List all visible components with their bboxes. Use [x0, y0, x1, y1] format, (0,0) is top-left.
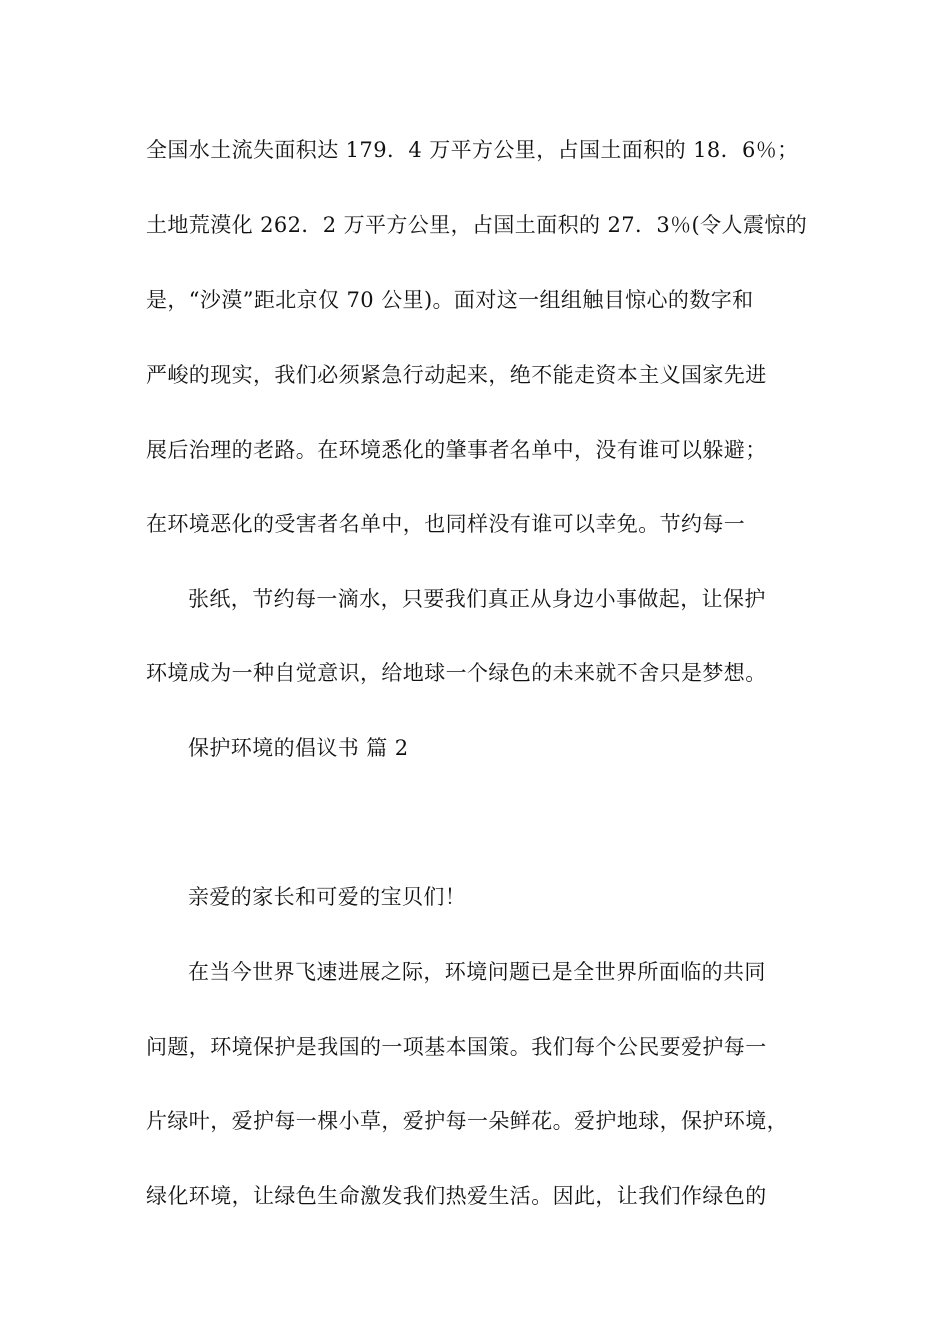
- section-heading: 保护环境的倡议书 篇 2: [188, 736, 409, 760]
- paragraph-line-6: 在环境恶化的受害者名单中，也同样没有谁可以幸免。节约每一: [146, 512, 746, 536]
- paragraph-line-11: 片绿叶，爱护每一棵小草，爱护每一朵鲜花。爱护地球，保护环境，: [146, 1109, 788, 1133]
- paragraph-line-9: 在当今世界飞速进展之际，环境问题已是全世界所面临的共同: [188, 960, 766, 984]
- paragraph-line-10: 问题，环境保护是我国的一项基本国策。我们每个公民要爱护每一: [146, 1035, 767, 1059]
- paragraph-line-7: 张纸，节约每一滴水，只要我们真正从身边小事做起，让保护: [188, 587, 766, 611]
- paragraph-line-12: 绿化环境，让绿色生命激发我们热爱生活。因此，让我们作绿色的: [146, 1184, 767, 1208]
- paragraph-line-8: 环境成为一种自觉意识，给地球一个绿色的未来就不舍只是梦想。: [146, 661, 767, 685]
- paragraph-line-3: 是，“沙漠”距北京仅 70 公里)。面对这一组组触目惊心的数字和: [146, 288, 754, 312]
- paragraph-line-4: 严峻的现实，我们必须紧急行动起来，绝不能走资本主义国家先进: [146, 363, 767, 387]
- paragraph-line-2: 土地荒漠化 262．2 万平方公里，占国土面积的 27．3％(令人震惊的: [146, 213, 808, 237]
- salutation-line: 亲爱的家长和可爱的宝贝们！: [188, 885, 467, 909]
- paragraph-line-1: 全国水土流失面积达 179．4 万平方公里，占国土面积的 18．6％；: [146, 138, 799, 162]
- paragraph-line-5: 展后治理的老路。在环境悉化的肇事者名单中，没有谁可以躲避；: [146, 438, 767, 462]
